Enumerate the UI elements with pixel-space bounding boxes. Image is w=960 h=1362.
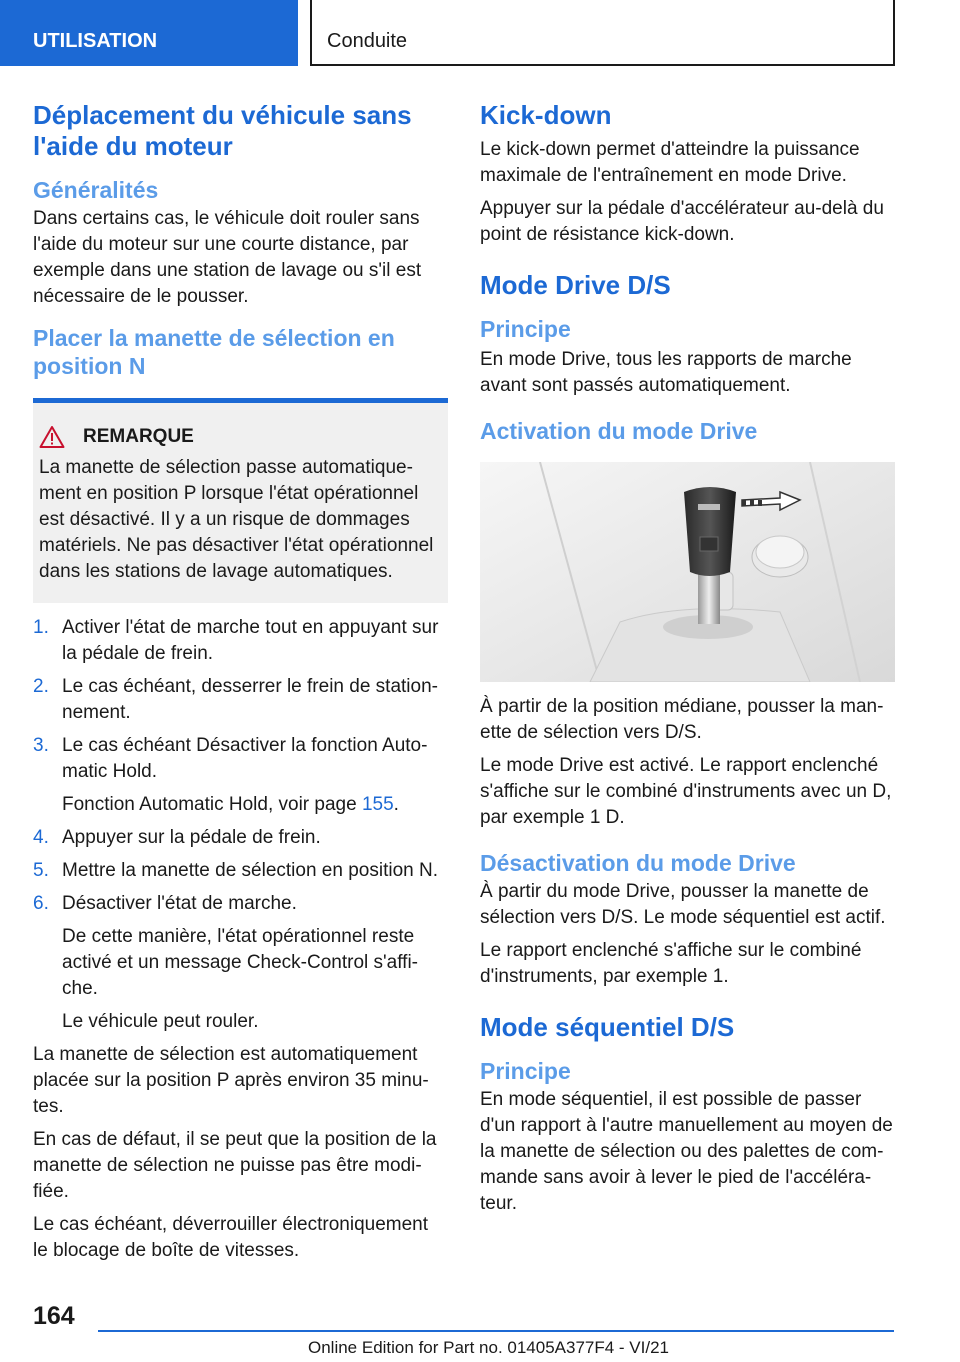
left-column xyxy=(33,100,448,1264)
heading-generalites: Généralités xyxy=(33,177,159,203)
step-text: Le cas échéant, desserrer le frein de station-nement. xyxy=(62,676,438,723)
text-sequentiel-principe: En mode séquentiel, il est possible de passer d'un rapport à l'autre manuellement au moyen de la manette de sélection ou des palettes de com-mande sans avoir à lever le pied de l'accéléra-teur. xyxy=(480,1089,893,1214)
paragraph-deverrouiller: Le cas échéant, déverrouiller électroniquement le blocage de boîte de vitesses. xyxy=(33,1214,429,1261)
step-number: 6. xyxy=(33,893,49,914)
step-number: 4. xyxy=(33,827,49,848)
paragraph-auto-p: La manette de sélection est automatiquement placée sur la position P après environ 35 minu-tes. xyxy=(33,1044,429,1117)
step-number: 5. xyxy=(33,860,49,881)
section-title-kickdown: Kick-down xyxy=(480,100,612,130)
heading-desactivation-drive: Désactivation du mode Drive xyxy=(480,850,796,876)
section-title-drive: Mode Drive D/S xyxy=(480,270,671,300)
list-item xyxy=(33,733,448,818)
page-number: 164 xyxy=(33,1302,75,1330)
step-text: Le cas échéant Désactiver la fonction Auto-matic Hold. xyxy=(62,735,428,782)
step-number: 3. xyxy=(33,735,49,756)
text-kickdown-1: Le kick-down permet d'atteindre la puissance maximale de l'entraînement en mode Drive. xyxy=(480,139,860,186)
list-item xyxy=(33,891,448,1035)
step-reference xyxy=(62,792,448,818)
gear-selector-illustration xyxy=(480,462,895,682)
warning-title-label: REMARQUE xyxy=(83,426,194,447)
step-text: Activer l'état de marche tout en appuyant sur la pédale de frein. xyxy=(62,617,439,664)
warning-title xyxy=(39,425,442,449)
step-reference-suffix: . xyxy=(393,794,399,815)
text-activation-2: Le mode Drive est activé. Le rapport enclenché s'affiche sur le combiné d'instruments avec un D, par exemple 1 D. xyxy=(480,755,892,828)
right-column xyxy=(480,100,895,1217)
gear-selector-image xyxy=(480,462,895,682)
edition-text: Online Edition for Part no. 01405A377F4 - VI/21 xyxy=(308,1338,670,1357)
list-item xyxy=(33,858,448,884)
text-generalites: Dans certains cas, le véhicule doit rouler sans l'aide du moteur sur une courte distance, par exemple dans une station de lavage ou s'il est nécessaire de le pousser. xyxy=(33,208,422,307)
step-detail: Le véhicule peut rouler. xyxy=(62,1011,259,1032)
step-number: 1. xyxy=(33,617,49,638)
section-tab[interactable]: UTILISATION xyxy=(0,0,298,66)
step-body xyxy=(62,891,448,1035)
step-text: Appuyer sur la pédale de frein. xyxy=(62,827,321,848)
page-link-155[interactable]: 155 xyxy=(361,794,394,815)
list-item xyxy=(33,615,448,667)
warning-box xyxy=(33,398,448,603)
heading-placer-position-n: Placer la manette de sélection en position N xyxy=(33,325,395,379)
step-body xyxy=(62,733,448,818)
text-activation-1: À partir de la position médiane, pousser la man-ette de sélection vers D/S. xyxy=(480,696,884,743)
step-text: Désactiver l'état de marche. xyxy=(62,893,297,914)
text-desactivation-1: À partir du mode Drive, pousser la manette de sélection vers D/S. Le mode séquentiel est actif. xyxy=(480,881,886,928)
list-item xyxy=(33,674,448,726)
text-kickdown-2: Appuyer sur la pédale d'accélérateur au-delà du point de résistance kick-down. xyxy=(480,198,884,245)
heading-drive-principe: Principe xyxy=(480,316,571,342)
list-item xyxy=(33,825,448,851)
heading-activation-drive: Activation du mode Drive xyxy=(480,418,758,444)
section-title-deplacement: Déplacement du véhicule sans l'aide du moteur xyxy=(33,100,412,161)
step-reference-text: Fonction Automatic Hold, voir page xyxy=(62,794,362,815)
page-header xyxy=(0,0,960,66)
chapter-tab[interactable]: Conduite xyxy=(310,0,895,66)
steps-list xyxy=(33,615,448,1035)
text-desactivation-2: Le rapport enclenché s'affiche sur le combiné d'instruments, par exemple 1. xyxy=(480,940,862,987)
text-drive-principe: En mode Drive, tous les rapports de marche avant sont passés automatiquement. xyxy=(480,349,852,396)
step-number: 2. xyxy=(33,676,49,697)
step-text: Mettre la manette de sélection en position N. xyxy=(62,860,438,881)
heading-sequentiel-principe: Principe xyxy=(480,1058,571,1084)
warning-text: La manette de sélection passe automatique-ment en position P lorsque l'état opérationnel est désactivé. Il y a un risque de dommages matériels. Ne pas désactiver l'état opérationnel dans les stations de lavage automatiques. xyxy=(39,457,434,582)
paragraph-defaut: En cas de défaut, il se peut que la position de la manette de sélection ne puisse pas être modi-fiée. xyxy=(33,1129,437,1202)
step-detail: De cette manière, l'état opérationnel reste activé et un message Check-Control s'affi-che. xyxy=(62,926,418,999)
section-title-sequentiel: Mode séquentiel D/S xyxy=(480,1012,735,1042)
footer-divider xyxy=(98,1330,894,1332)
warning-triangle-icon xyxy=(39,425,65,449)
